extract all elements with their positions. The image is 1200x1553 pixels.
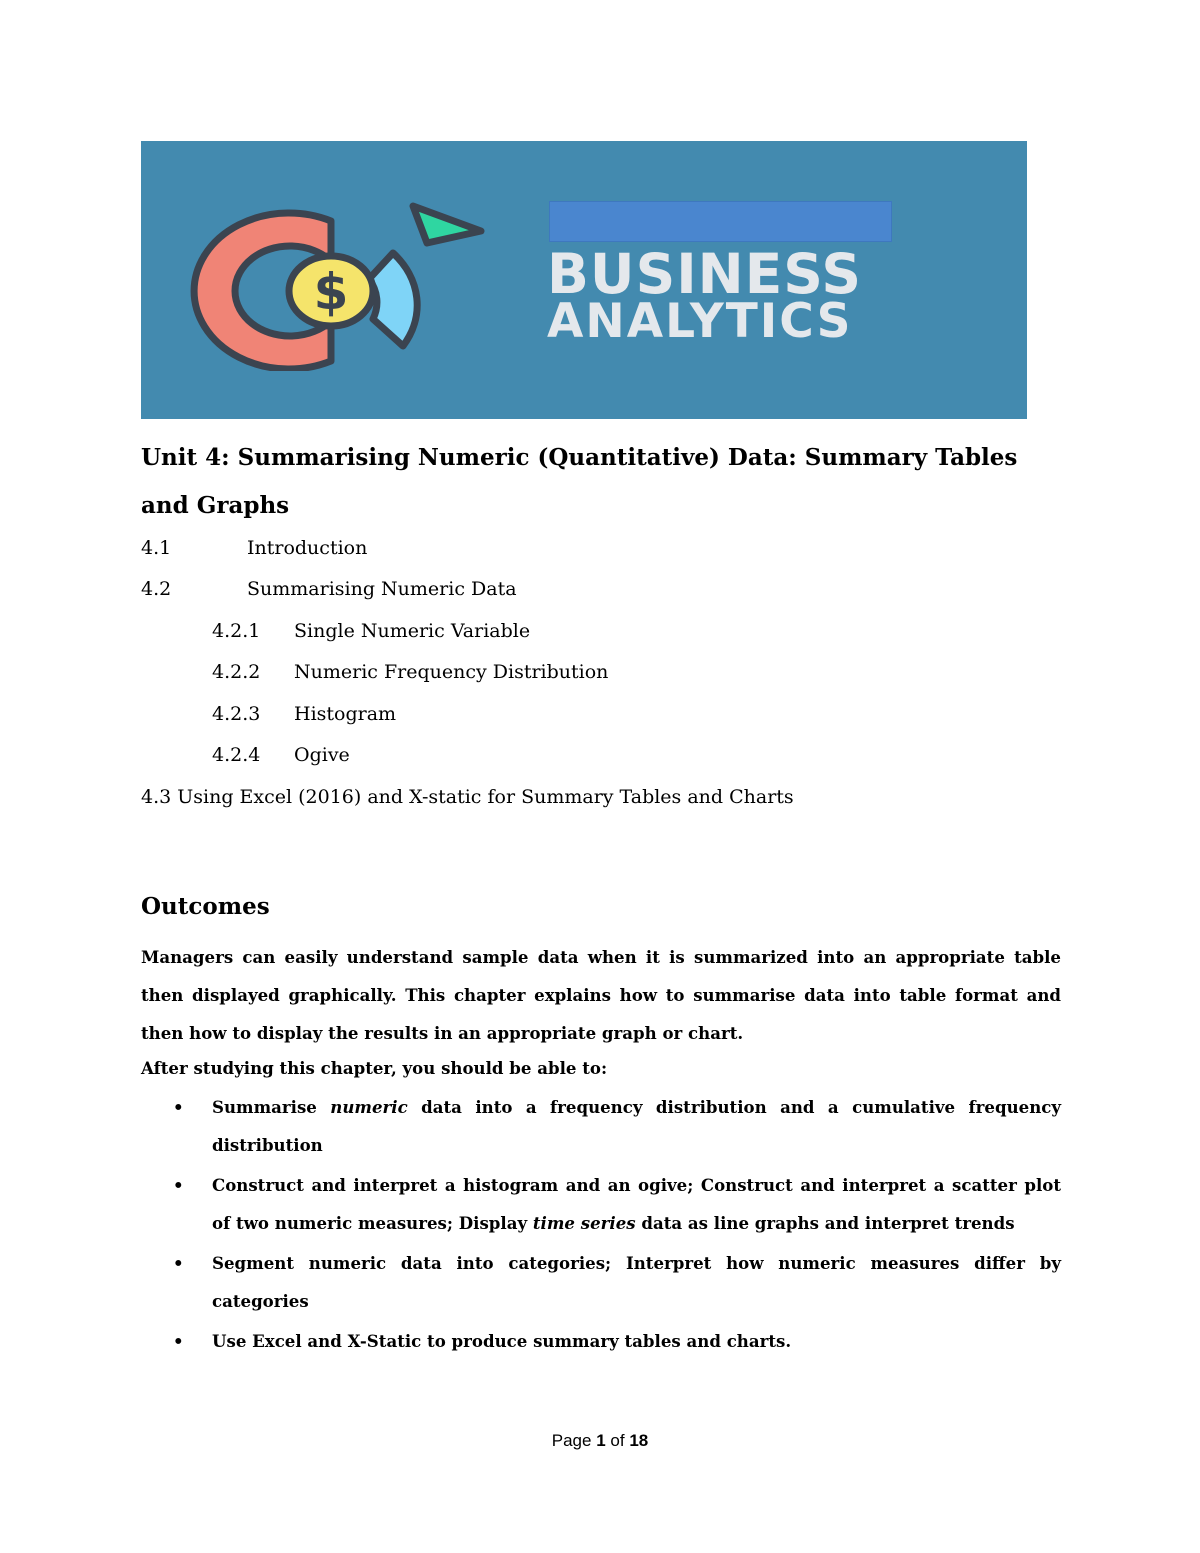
banner-word-business: BUSINESS bbox=[547, 242, 863, 306]
footer-page-word: Page bbox=[551, 1431, 592, 1450]
outcomes-intro: Managers can easily understand sample data when it is summarized into an appropriate table then displayed graphically. This chapter explains how to summarise data into table format and then how to display the results in an appropriate graph or chart. bbox=[141, 947, 1061, 1043]
list-item: • Segment numeric data into categories; Interpret how numeric measures differ by categories bbox=[141, 1244, 1061, 1320]
toc-number: 4.2 bbox=[141, 578, 172, 600]
toc-text: Single Numeric Variable bbox=[294, 620, 531, 642]
toc-number: 4.2.4 bbox=[212, 744, 261, 766]
svg-text:$: $ bbox=[313, 263, 349, 321]
toc-number: 4.2.2 bbox=[212, 661, 261, 683]
banner-blue-bar bbox=[549, 201, 892, 242]
dollar-donut-chart-icon bbox=[181, 191, 501, 371]
toc-number: 4.2.3 bbox=[212, 703, 261, 725]
unit-title: Unit 4: Summarising Numeric (Quantitative) Data: Summary Tables and Graphs bbox=[141, 444, 1018, 519]
footer-page-total: 18 bbox=[629, 1431, 649, 1450]
bullet-icon: • bbox=[173, 1331, 184, 1351]
toc-text: Introduction bbox=[247, 537, 368, 559]
toc-number: 4.1 bbox=[141, 537, 172, 559]
toc-text: Histogram bbox=[294, 703, 397, 725]
toc-text: Summarising Numeric Data bbox=[247, 578, 517, 600]
footer-of-word: of bbox=[610, 1431, 625, 1450]
toc-text: Numeric Frequency Distribution bbox=[294, 661, 609, 683]
toc-number: 4.2.1 bbox=[212, 620, 261, 642]
list-item: • Use Excel and X-Static to produce summary tables and charts. bbox=[141, 1322, 1061, 1360]
bullet-icon: • bbox=[173, 1175, 184, 1195]
outcomes-heading: Outcomes bbox=[141, 893, 270, 920]
business-analytics-banner bbox=[141, 141, 1027, 419]
list-item: • Construct and interpret a histogram and an ogive; Construct and interpret a scatter plot of two numeric measures; Display time series data as line graphs and interpret trends bbox=[141, 1166, 1061, 1242]
toc-text: 4.3 Using Excel (2016) and X-static for Summary Tables and Charts bbox=[141, 786, 794, 808]
list-item: • Summarise numeric data into a frequency distribution and a cumulative frequency distribution bbox=[141, 1088, 1061, 1164]
outcomes-list bbox=[141, 1088, 1061, 1362]
bullet-icon: • bbox=[173, 1097, 184, 1117]
outcomes-lead: After studying this chapter, you should be able to: bbox=[141, 1058, 608, 1078]
toc-text: Ogive bbox=[294, 744, 350, 766]
page-footer bbox=[0, 1431, 1200, 1451]
footer-page-number: 1 bbox=[596, 1431, 606, 1450]
bullet-icon: • bbox=[173, 1253, 184, 1273]
banner-word-analytics: ANALYTICS bbox=[547, 294, 853, 349]
